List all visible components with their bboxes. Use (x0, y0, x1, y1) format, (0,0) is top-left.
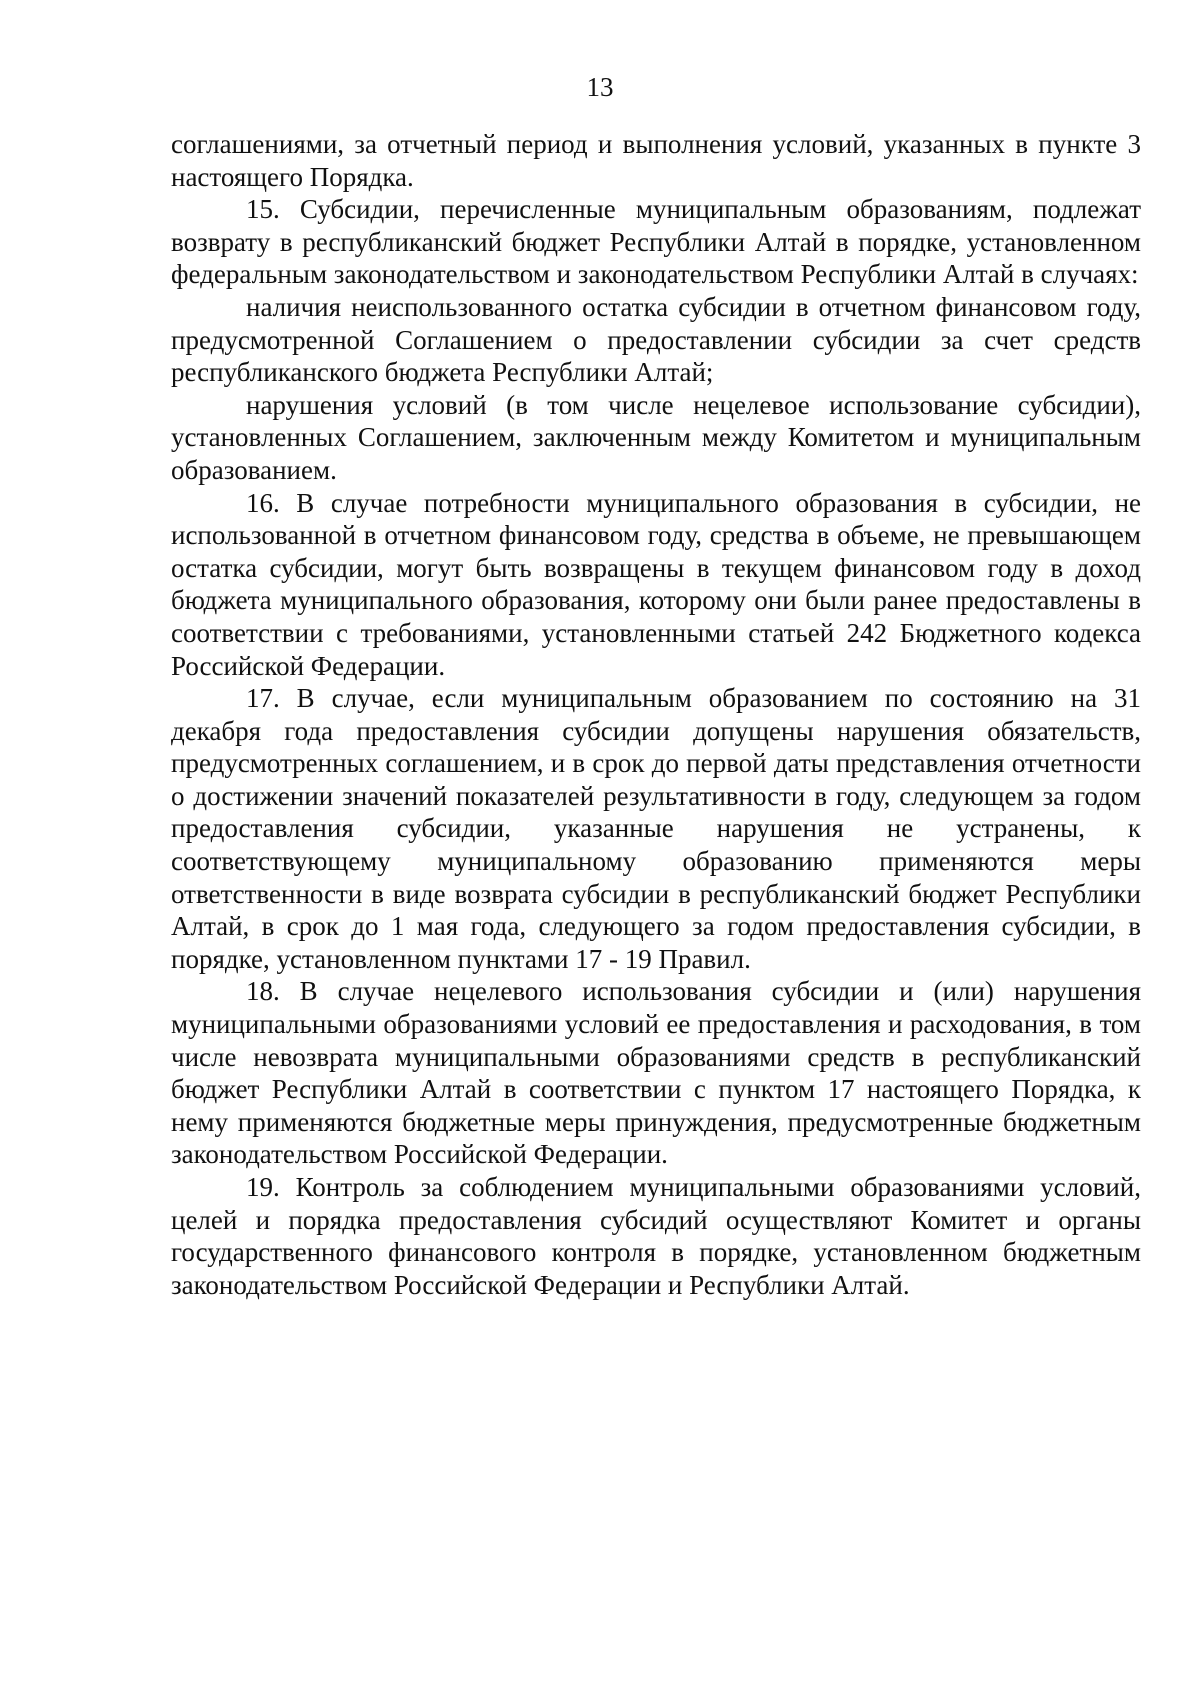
page-number: 13 (586, 72, 614, 102)
document-body (171, 128, 1141, 1301)
paragraph-18: 18. В случае нецелевого использования субсидии и (или) нарушения муниципальными образованиями условий ее предоставления и расходования, в том числе невозврата муниципальными образованиями средств в республиканский бюджет Республики Алтай в соответствии с пунктом 17 настоящего Порядка, к нему применяются бюджетные меры принуждения, предусмотренные бюджетным законодательством Российской Федерации. (171, 976, 1141, 1170)
paragraph-15-case-unused-balance: наличия неиспользованного остатка субсидии в отчетном финансовом году, предусмотренной Соглашением о предоставлении субсидии за счет средств республиканского бюджета Республики Алтай; (171, 291, 1141, 388)
paragraph-continuation: соглашениями, за отчетный период и выполнения условий, указанных в пункте 3 настоящего Порядка. (171, 129, 1141, 192)
paragraph-15-case-violation: нарушения условий (в том числе нецелевое использование субсидии), установленных Соглашением, заключенным между Комитетом и муниципальным образованием. (171, 389, 1141, 485)
paragraph-16: 16. В случае потребности муниципального образования в субсидии, не использованной в отчетном финансовом году, средства в объеме, не превышающем остатка субсидии, могут быть возвращены в текущем финансовом году в доход бюджета муниципального образования, которому они были ранее предоставлены в соответствии с требованиями, установленными статьей 242 Бюджетного кодекса Российской Федерации. (171, 487, 1141, 681)
paragraph-17: 17. В случае, если муниципальным образованием по состоянию на 31 декабря года предоставления субсидии допущены нарушения обязательств, предусмотренных соглашением, и в срок до первой даты представления отчетности о достижении значений показателей результативности в году, следующем за годом предоставления субсидии, указанные нарушения не устранены, к соответствующему муниципальному образованию применяются меры ответственности в виде возврата субсидии в республиканский бюджет Республики Алтай, в срок до 1 мая года, следующего за годом предоставления субсидии, в порядке, установленном пунктами 17 - 19 Правил. (171, 683, 1141, 974)
paragraph-15: 15. Субсидии, перечисленные муниципальным образованиям, подлежат возврату в республиканский бюджет Республики Алтай в порядке, установленном федеральным законодательством и законодательством Республики Алтай в случаях: (171, 194, 1141, 290)
paragraph-19: 19. Контроль за соблюдением муниципальными образованиями условий, целей и порядка предоставления субсидий осуществляют Комитет и органы государственного финансового контроля в порядке, установленном бюджетным законодательством Российской Федерации и Республики Алтай. (171, 1172, 1141, 1300)
